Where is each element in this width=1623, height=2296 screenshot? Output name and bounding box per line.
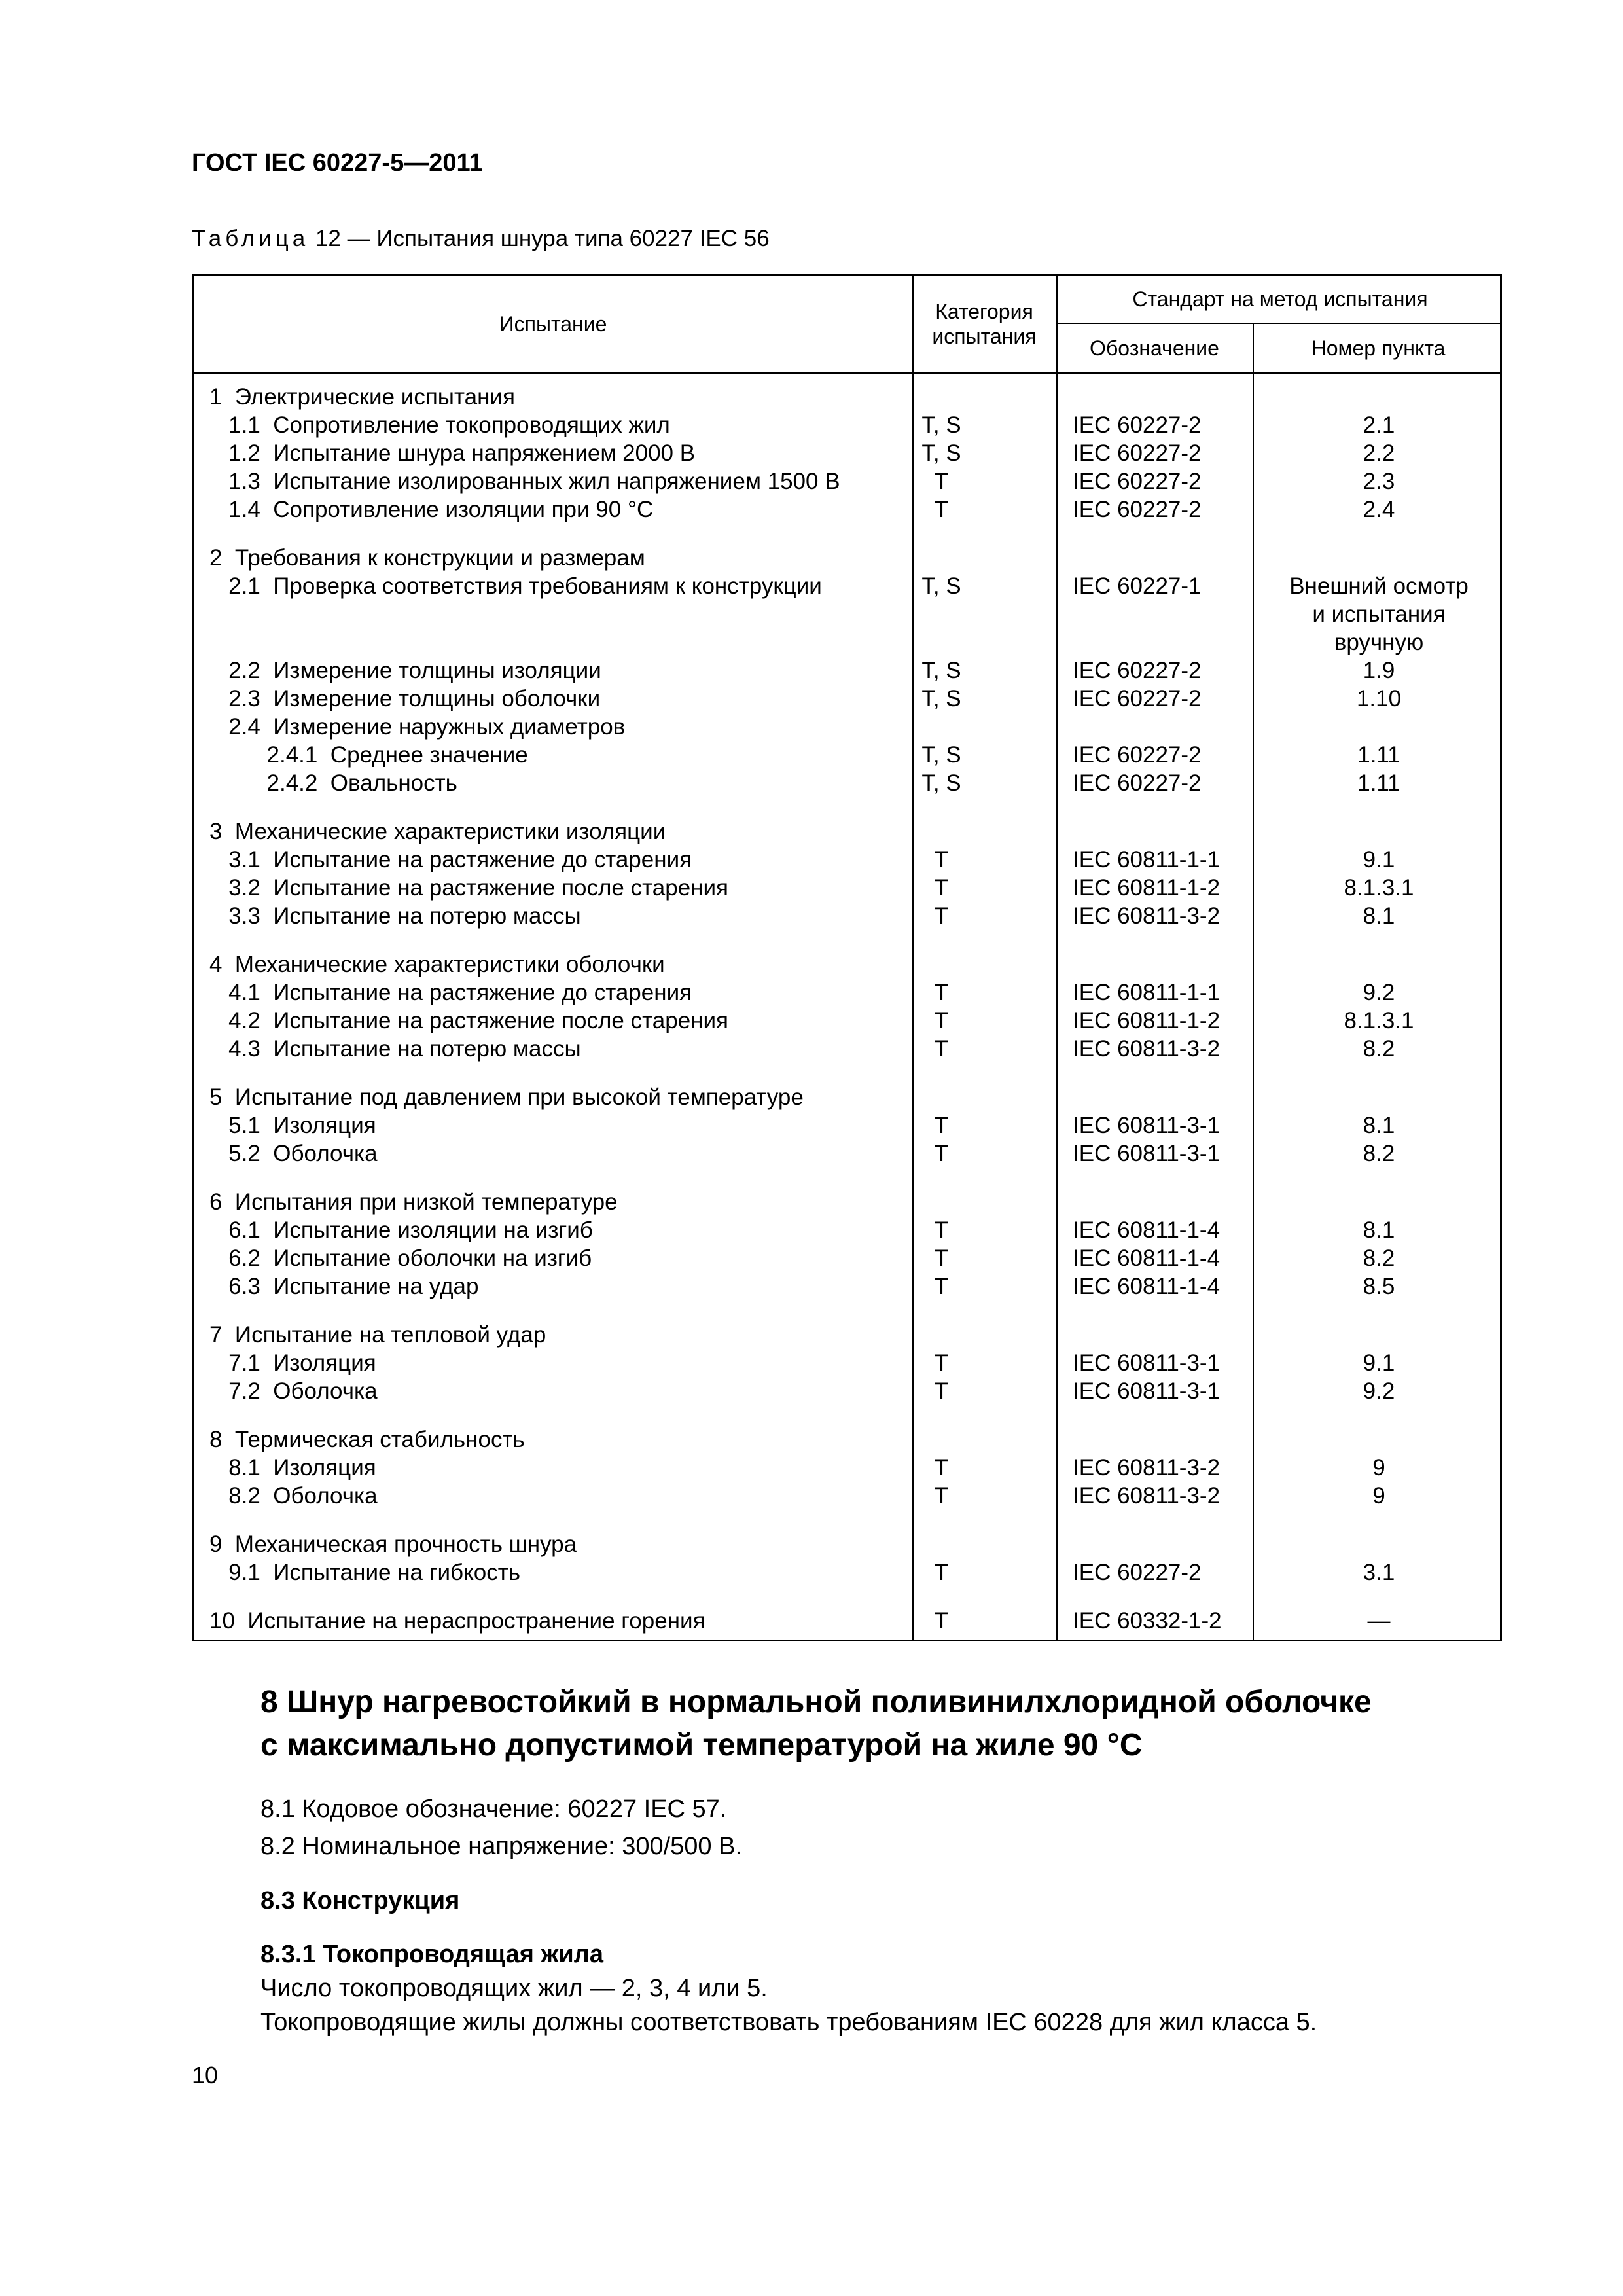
cell-test: 4.1 Испытание на растяжение до старения xyxy=(209,980,692,1005)
table-row xyxy=(194,544,1500,572)
cell-clause: 8.1.3.1 xyxy=(1344,875,1414,901)
cell-clause: 9 xyxy=(1372,1483,1385,1509)
table-row xyxy=(194,1349,1500,1377)
table-row xyxy=(194,1426,1500,1454)
table-caption-prefix: Таблица xyxy=(192,226,310,251)
cell-designation: IEC 60811-3-1 xyxy=(1073,1113,1221,1138)
header-category xyxy=(912,299,1056,349)
cell-clause: 3.1 xyxy=(1363,1560,1395,1585)
cell-category: T, S xyxy=(921,440,961,466)
cell-clause: и испытания xyxy=(1312,601,1446,627)
table-row xyxy=(194,1482,1500,1510)
table-row xyxy=(194,1139,1500,1168)
cell-test: 7 Испытание на тепловой удар xyxy=(209,1322,546,1348)
cell-clause: 8.2 xyxy=(1363,1036,1395,1062)
table-row xyxy=(194,1377,1500,1405)
cell-clause: 2.3 xyxy=(1363,469,1395,494)
paragraph-code-designation: 8.1 Кодовое обозначение: 60227 IEC 57. xyxy=(260,1795,727,1823)
cell-category: T xyxy=(934,1483,949,1509)
table-row xyxy=(194,1321,1500,1349)
cell-test: 2 Требования к конструкции и размерам xyxy=(209,545,645,571)
test-table xyxy=(192,274,1502,1641)
table-row-group xyxy=(194,383,1500,524)
cell-test: 9 Механическая прочность шнура xyxy=(209,1532,577,1557)
cell-clause: 2.1 xyxy=(1363,412,1395,438)
cell-test: 2.2 Измерение толщины изоляции xyxy=(209,658,601,683)
cell-test: 1.4 Сопротивление изоляции при 90 °С xyxy=(209,497,654,522)
table-row xyxy=(194,600,1500,628)
cell-category: T xyxy=(934,1560,949,1585)
table-row-group xyxy=(194,1607,1500,1635)
section-heading xyxy=(260,1681,1504,1767)
table-caption xyxy=(192,226,770,252)
table-row xyxy=(194,1188,1500,1216)
table-row xyxy=(194,1530,1500,1558)
cell-designation: IEC 60227-2 xyxy=(1073,1560,1202,1585)
cell-category: T xyxy=(934,1036,949,1062)
cell-test: 3.1 Испытание на растяжение до старения xyxy=(209,847,692,872)
cell-designation: IEC 60811-3-1 xyxy=(1073,1141,1221,1166)
cell-test: 2.1 Проверка соответствия требованиям к конструкции xyxy=(209,573,822,599)
cell-category: T xyxy=(934,1246,949,1271)
cell-category: T, S xyxy=(921,770,961,796)
table-row xyxy=(194,685,1500,713)
cell-clause: 9 xyxy=(1372,1455,1385,1480)
cell-clause: 8.2 xyxy=(1363,1246,1395,1271)
table-caption-text: 12 — Испытания шнура типа 60227 IEC 56 xyxy=(309,226,770,251)
cell-designation: IEC 60811-3-2 xyxy=(1073,1036,1221,1062)
table-row xyxy=(194,439,1500,467)
cell-test: 8.2 Оболочка xyxy=(209,1483,378,1509)
cell-test: 5.1 Изоляция xyxy=(209,1113,376,1138)
cell-test: 2.4.1 Среднее значение xyxy=(209,742,528,768)
cell-test: 5 Испытание под давлением при высокой температуре xyxy=(209,1085,804,1110)
cell-test: 3 Механические характеристики изоляции xyxy=(209,819,666,844)
table-row xyxy=(194,1454,1500,1482)
cell-test: 2.3 Измерение толщины оболочки xyxy=(209,686,601,711)
cell-category: T xyxy=(934,847,949,872)
table-row-group xyxy=(194,544,1500,797)
cell-category: T xyxy=(934,1141,949,1166)
cell-designation: IEC 60811-1-4 xyxy=(1073,1217,1221,1243)
cell-designation: IEC 60227-2 xyxy=(1073,658,1202,683)
cell-category: T, S xyxy=(921,686,961,711)
table-row xyxy=(194,1244,1500,1272)
header-test: Испытание xyxy=(499,312,607,336)
cell-test: 1 Электрические испытания xyxy=(209,384,515,410)
table-row xyxy=(194,656,1500,685)
table-row xyxy=(194,1111,1500,1139)
cell-category: T xyxy=(934,1455,949,1480)
table-row xyxy=(194,902,1500,930)
cell-test: 9.1 Испытание на гибкость xyxy=(209,1560,521,1585)
cell-clause: 1.9 xyxy=(1363,658,1395,683)
cell-category: T xyxy=(934,875,949,901)
cell-category: T xyxy=(934,1350,949,1376)
cell-test: 6.3 Испытание на удар xyxy=(209,1274,479,1299)
cell-designation: IEC 60811-1-4 xyxy=(1073,1246,1221,1271)
cell-designation: IEC 60227-2 xyxy=(1073,440,1202,466)
table-row-group xyxy=(194,1188,1500,1300)
cell-designation: IEC 60227-2 xyxy=(1073,686,1202,711)
section-heading-line2: с максимально допустимой температурой на жиле 90 °С xyxy=(260,1728,1143,1763)
cell-designation: IEC 60811-3-2 xyxy=(1073,1483,1221,1509)
cell-test: 3.3 Испытание на потерю массы xyxy=(209,903,581,929)
cell-test: 8.1 Изоляция xyxy=(209,1455,376,1480)
page-number: 10 xyxy=(192,2062,219,2089)
cell-designation: IEC 60227-2 xyxy=(1073,497,1202,522)
table-row xyxy=(194,572,1500,600)
cell-category: T xyxy=(934,1274,949,1299)
cell-clause: Внешний осмотр xyxy=(1289,573,1469,599)
table-row xyxy=(194,1083,1500,1111)
cell-category: T xyxy=(934,1008,949,1033)
cell-clause: 2.4 xyxy=(1363,497,1395,522)
cell-category: T xyxy=(934,903,949,929)
cell-clause: 2.2 xyxy=(1363,440,1395,466)
table-row-group xyxy=(194,817,1500,930)
cell-clause: 9.1 xyxy=(1363,1350,1395,1376)
header-designation: Обозначение xyxy=(1090,336,1219,360)
cell-designation: IEC 60811-3-2 xyxy=(1073,1455,1221,1480)
cell-clause: 1.11 xyxy=(1357,742,1400,768)
table-row-group xyxy=(194,1530,1500,1587)
table-row-group xyxy=(194,1426,1500,1510)
cell-designation: IEC 60227-2 xyxy=(1073,412,1202,438)
paragraph-conductor-class: Токопроводящие жилы должны соответствовать требованиям IEC 60228 для жил класса 5. xyxy=(260,2009,1317,2036)
cell-category: T xyxy=(934,1113,949,1138)
table-row xyxy=(194,628,1500,656)
cell-designation: IEC 60227-2 xyxy=(1073,742,1202,768)
cell-category: T xyxy=(934,469,949,494)
cell-designation: IEC 60332-1-2 xyxy=(1073,1608,1222,1634)
table-row xyxy=(194,1607,1500,1635)
cell-clause: вручную xyxy=(1334,630,1424,655)
cell-clause: 1.10 xyxy=(1356,686,1402,711)
table-row xyxy=(194,411,1500,439)
cell-test: 3.2 Испытание на растяжение после старения xyxy=(209,875,728,901)
cell-designation: IEC 60811-3-2 xyxy=(1073,903,1221,929)
cell-designation: IEC 60811-3-1 xyxy=(1073,1350,1221,1376)
header-standard: Стандарт на метод испытания xyxy=(1132,287,1428,311)
table-row xyxy=(194,1007,1500,1035)
table-row xyxy=(194,383,1500,411)
cell-test: 1.3 Испытание изолированных жил напряжением 1500 В xyxy=(209,469,840,494)
cell-clause: 8.1 xyxy=(1363,1113,1395,1138)
cell-designation: IEC 60811-1-2 xyxy=(1073,1008,1221,1033)
cell-test: 10 Испытание на нераспространение горения xyxy=(209,1608,705,1634)
table-row xyxy=(194,495,1500,524)
cell-designation: IEC 60227-2 xyxy=(1073,469,1202,494)
cell-test: 4 Механические характеристики оболочки xyxy=(209,952,665,977)
table-row xyxy=(194,1216,1500,1244)
cell-test: 1.2 Испытание шнура напряжением 2000 В xyxy=(209,440,696,466)
cell-category: T xyxy=(934,1608,949,1634)
cell-clause: 8.1.3.1 xyxy=(1344,1008,1414,1033)
table-row xyxy=(194,741,1500,769)
cell-clause: 8.1 xyxy=(1363,903,1395,929)
cell-designation: IEC 60811-1-2 xyxy=(1073,875,1221,901)
cell-test: 5.2 Оболочка xyxy=(209,1141,378,1166)
cell-test: 4.3 Испытание на потерю массы xyxy=(209,1036,581,1062)
table-row-group xyxy=(194,1321,1500,1405)
subheading-conductor: 8.3.1 Токопроводящая жила xyxy=(260,1941,604,1968)
table-row xyxy=(194,1035,1500,1063)
cell-clause: — xyxy=(1367,1608,1391,1634)
cell-test: 1.1 Сопротивление токопроводящих жил xyxy=(209,412,670,438)
table-row xyxy=(194,950,1500,978)
subheading-construction: 8.3 Конструкция xyxy=(260,1887,460,1914)
table-row-group xyxy=(194,1083,1500,1168)
cell-test: 6.2 Испытание оболочки на изгиб xyxy=(209,1246,592,1271)
table-row xyxy=(194,817,1500,846)
cell-category: T xyxy=(934,980,949,1005)
cell-clause: 9.2 xyxy=(1363,980,1395,1005)
cell-category: T xyxy=(934,1217,949,1243)
cell-test: 4.2 Испытание на растяжение после старения xyxy=(209,1008,728,1033)
table-row xyxy=(194,1558,1500,1587)
table-row xyxy=(194,978,1500,1007)
header-category-line2: испытания xyxy=(932,325,1037,348)
document-header: ГОСТ IEC 60227-5—2011 xyxy=(192,149,483,177)
cell-test: 6 Испытания при низкой температуре xyxy=(209,1189,618,1215)
cell-designation: IEC 60811-1-4 xyxy=(1073,1274,1221,1299)
cell-test: 7.2 Оболочка xyxy=(209,1378,378,1404)
cell-category: T xyxy=(934,497,949,522)
cell-designation: IEC 60227-1 xyxy=(1073,573,1202,599)
cell-clause: 8.2 xyxy=(1363,1141,1395,1166)
cell-designation: IEC 60811-1-1 xyxy=(1073,980,1221,1005)
table-row xyxy=(194,874,1500,902)
paragraph-conductor-count: Число токопроводящих жил — 2, 3, 4 или 5. xyxy=(260,1975,768,2002)
cell-designation: IEC 60811-3-1 xyxy=(1073,1378,1221,1404)
cell-test: 8 Термическая стабильность xyxy=(209,1427,525,1452)
cell-designation: IEC 60811-1-1 xyxy=(1073,847,1221,872)
table-row xyxy=(194,769,1500,797)
header-category-line1: Категория xyxy=(935,300,1033,323)
cell-test: 2.4.2 Овальность xyxy=(209,770,457,796)
table-row xyxy=(194,467,1500,495)
cell-category: T xyxy=(934,1378,949,1404)
cell-clause: 9.1 xyxy=(1363,847,1395,872)
table-header-rule xyxy=(1056,323,1500,324)
cell-designation: IEC 60227-2 xyxy=(1073,770,1202,796)
table-row xyxy=(194,846,1500,874)
table-row xyxy=(194,713,1500,741)
cell-category: T, S xyxy=(921,412,961,438)
cell-clause: 8.1 xyxy=(1363,1217,1395,1243)
table-row-group xyxy=(194,950,1500,1063)
cell-category: T, S xyxy=(921,573,961,599)
cell-clause: 9.2 xyxy=(1363,1378,1395,1404)
section-heading-line1: 8 Шнур нагревостойкий в нормальной поливинилхлоридной оболочке xyxy=(260,1685,1372,1719)
table-body xyxy=(194,374,1500,1655)
cell-clause: 8.5 xyxy=(1363,1274,1395,1299)
cell-category: T, S xyxy=(921,658,961,683)
cell-test: 7.1 Изоляция xyxy=(209,1350,376,1376)
cell-clause: 1.11 xyxy=(1357,770,1400,796)
paragraph-rated-voltage: 8.2 Номинальное напряжение: 300/500 В. xyxy=(260,1833,743,1860)
cell-test: 6.1 Испытание изоляции на изгиб xyxy=(209,1217,593,1243)
cell-test: 2.4 Измерение наружных диаметров xyxy=(209,714,626,740)
table-row xyxy=(194,1272,1500,1300)
cell-category: T, S xyxy=(921,742,961,768)
header-clause: Номер пункта xyxy=(1311,336,1446,360)
